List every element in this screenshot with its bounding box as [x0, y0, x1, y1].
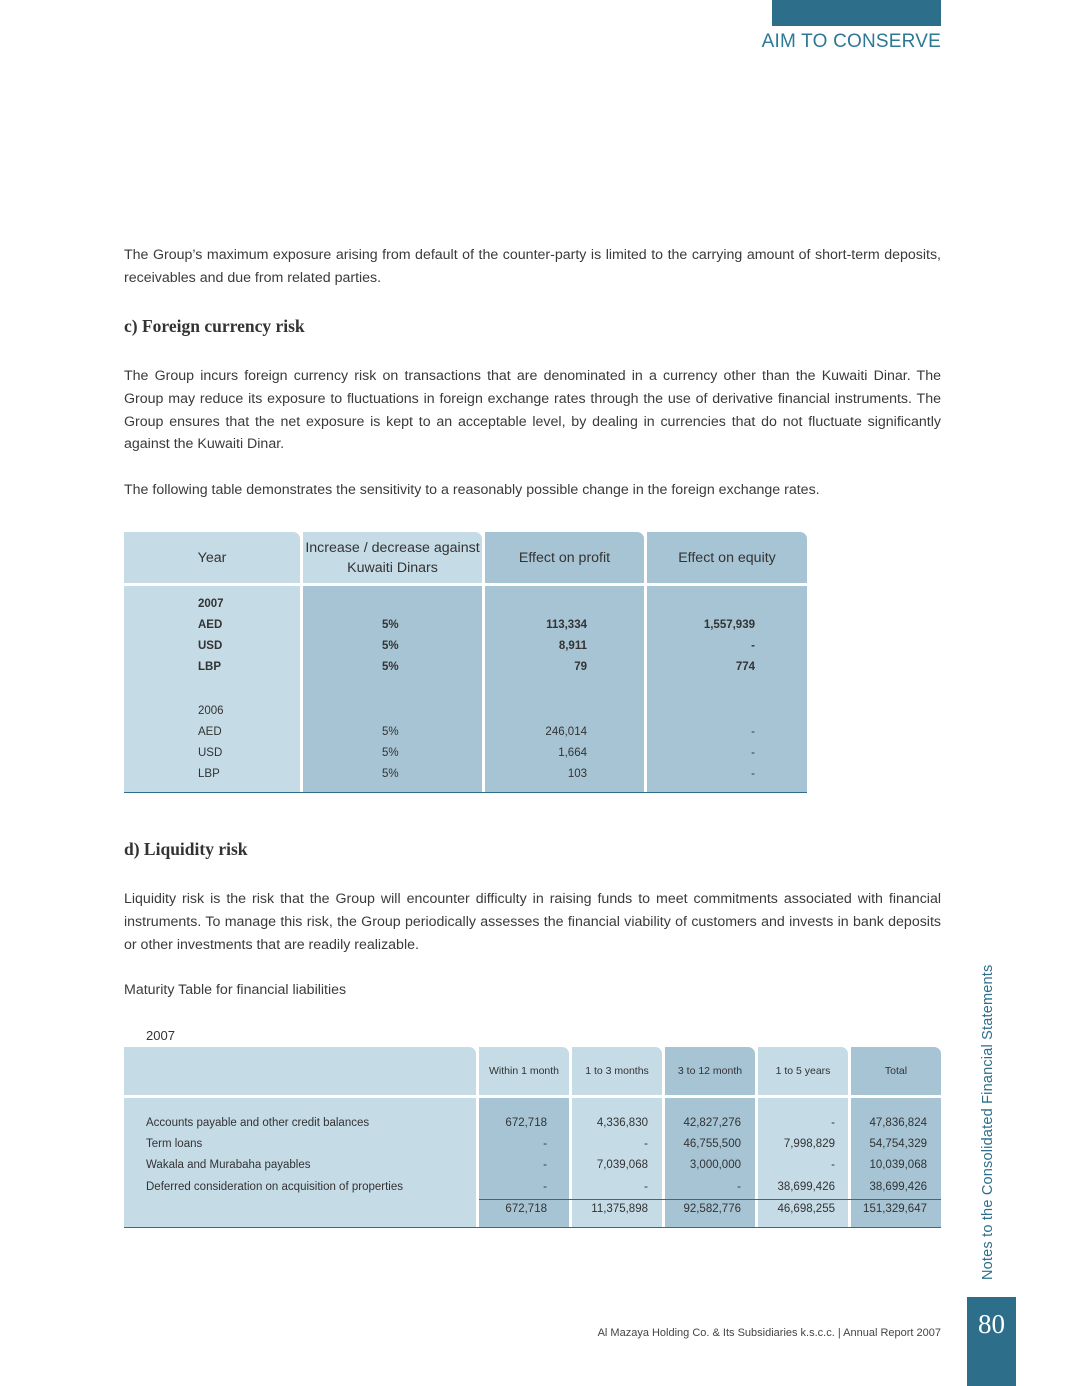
footer-text: Al Mazaya Holding Co. & Its Subsidiaries k.s.c.c. | Annual Report 2007 — [597, 1327, 941, 1339]
column-within-1-month — [479, 1047, 569, 1227]
sensitivity-intro: The following table demonstrates the sensitivity to a reasonably possible change in the foreign exchange rates. — [124, 482, 820, 498]
value-cell: 3,000,000 — [689, 1159, 741, 1171]
total-cell: 46,698,255 — [777, 1203, 835, 1215]
percent-cell: 5% — [382, 619, 399, 631]
percent-cell: 5% — [382, 747, 399, 759]
column-1-to-3-months — [572, 1047, 662, 1227]
header-equity: Effect on equity — [647, 532, 807, 583]
percent-cell: 5% — [382, 726, 399, 738]
value-cell: 46,755,500 — [683, 1138, 741, 1150]
total-cell: 672,718 — [505, 1203, 547, 1215]
foreign-currency-paragraph: The Group incurs foreign currency risk on transactions that are denominated in a currency other than the Kuwaiti Dinar. The Group may reduce its exposure to fluctuations in foreign exchange rates through the use of derivative financial instruments. The Group ensures that the net exposure is kept to an acceptable level, by dealing in currencies that do not fluctuate significantly against the Kuwaiti Dinar. — [124, 368, 941, 453]
value-cell: 7,998,829 — [783, 1138, 835, 1150]
header-profit: Effect on profit — [485, 532, 644, 583]
percent-cell: 5% — [382, 768, 399, 780]
column-description — [124, 1047, 476, 1227]
intro-paragraph: The Group’s maximum exposure arising from default of the counter-party is limited to the carrying amount of short-term deposits, receivables and due from related parties. — [124, 247, 941, 286]
table-bottom-rule — [124, 1227, 941, 1228]
value-cell: 42,827,276 — [683, 1117, 741, 1129]
profit-cell: 8,911 — [558, 640, 587, 652]
currency-cell: USD — [198, 747, 223, 759]
value-cell: 10,039,068 — [869, 1159, 927, 1171]
equity-cell: - — [751, 640, 755, 652]
value-cell: - — [831, 1159, 835, 1171]
column-3-to-12-month — [665, 1047, 755, 1227]
brand-tagline: AIM TO CONSERVE — [761, 31, 941, 52]
value-cell: - — [737, 1181, 741, 1193]
profit-cell: 1,664 — [558, 747, 587, 759]
header-1-to-5-years: 1 to 5 years — [758, 1047, 848, 1095]
table-bottom-rule — [124, 792, 807, 793]
value-cell: - — [644, 1181, 648, 1193]
row-label: Term loans — [146, 1138, 203, 1150]
equity-cell: - — [751, 747, 755, 759]
year-label-2007: 2007 — [198, 598, 224, 610]
column-1-to-5-years — [758, 1047, 848, 1227]
total-cell: 11,375,898 — [591, 1203, 648, 1215]
total-cell: 151,329,647 — [863, 1203, 927, 1215]
currency-cell: LBP — [198, 661, 221, 673]
totals-rule — [479, 1199, 941, 1200]
maturity-table-title: Maturity Table for financial liabilities — [124, 982, 347, 998]
value-cell: 4,336,830 — [596, 1117, 648, 1129]
header-within-1-month: Within 1 month — [479, 1047, 569, 1095]
maturity-year: 2007 — [146, 1028, 175, 1043]
profit-cell: 79 — [574, 661, 587, 673]
currency-cell: AED — [198, 726, 222, 738]
value-cell: 54,754,329 — [869, 1138, 927, 1150]
equity-cell: - — [751, 768, 755, 780]
header-accent-bar — [772, 0, 941, 26]
value-cell: 672,718 — [505, 1117, 547, 1129]
value-cell: 7,039,068 — [596, 1159, 648, 1171]
header-year: Year — [124, 532, 300, 583]
profit-cell: 103 — [567, 768, 587, 780]
header-3-to-12-month: 3 to 12 month — [665, 1047, 755, 1095]
equity-cell: - — [751, 726, 755, 738]
currency-sensitivity-table — [124, 532, 807, 794]
page-number-tab — [967, 1297, 1016, 1386]
header-total: Total — [851, 1047, 941, 1095]
profit-cell: 113,334 — [546, 619, 587, 631]
percent-cell: 5% — [382, 640, 399, 652]
header-change: Increase / decrease against Kuwaiti Dinars — [303, 532, 482, 583]
value-cell: - — [831, 1117, 835, 1129]
liquidity-paragraph: Liquidity risk is the risk that the Group will encounter difficulty in raising funds to meet commitments associated with financial instruments. To manage this risk, the Group periodically assesses the financial viability of customers and invests in bank deposits or other investments that are readily realizable. — [124, 891, 941, 953]
total-cell: 92,582,776 — [683, 1203, 741, 1215]
row-label: Accounts payable and other credit balances — [146, 1117, 370, 1129]
equity-cell: 774 — [735, 661, 755, 673]
page-number: 80 — [978, 1309, 1005, 1339]
section-side-note: Notes to the Consolidated Financial Statements — [980, 964, 996, 1280]
currency-cell: AED — [198, 619, 223, 631]
percent-cell: 5% — [382, 661, 399, 673]
value-cell: - — [543, 1181, 547, 1193]
value-cell: - — [644, 1138, 648, 1150]
currency-cell: USD — [198, 640, 223, 652]
value-cell: - — [543, 1159, 547, 1171]
heading-foreign-currency-risk: c) Foreign currency risk — [124, 316, 305, 336]
profit-cell: 246,014 — [545, 726, 587, 738]
currency-cell: LBP — [198, 768, 220, 780]
header-1-to-3-months: 1 to 3 months — [572, 1047, 662, 1095]
row-label: Wakala and Murabaha payables — [146, 1159, 311, 1171]
equity-cell: 1,557,939 — [703, 619, 755, 631]
row-label: Deferred consideration on acquisition of properties — [146, 1181, 403, 1193]
maturity-table — [124, 1047, 941, 1229]
value-cell: 38,699,426 — [777, 1181, 835, 1193]
column-total — [851, 1047, 941, 1227]
value-cell: - — [543, 1138, 547, 1150]
value-cell: 38,699,426 — [869, 1181, 927, 1193]
value-cell: 47,836,824 — [869, 1117, 927, 1129]
year-label-2006: 2006 — [198, 705, 224, 717]
heading-liquidity-risk: d) Liquidity risk — [124, 839, 248, 859]
